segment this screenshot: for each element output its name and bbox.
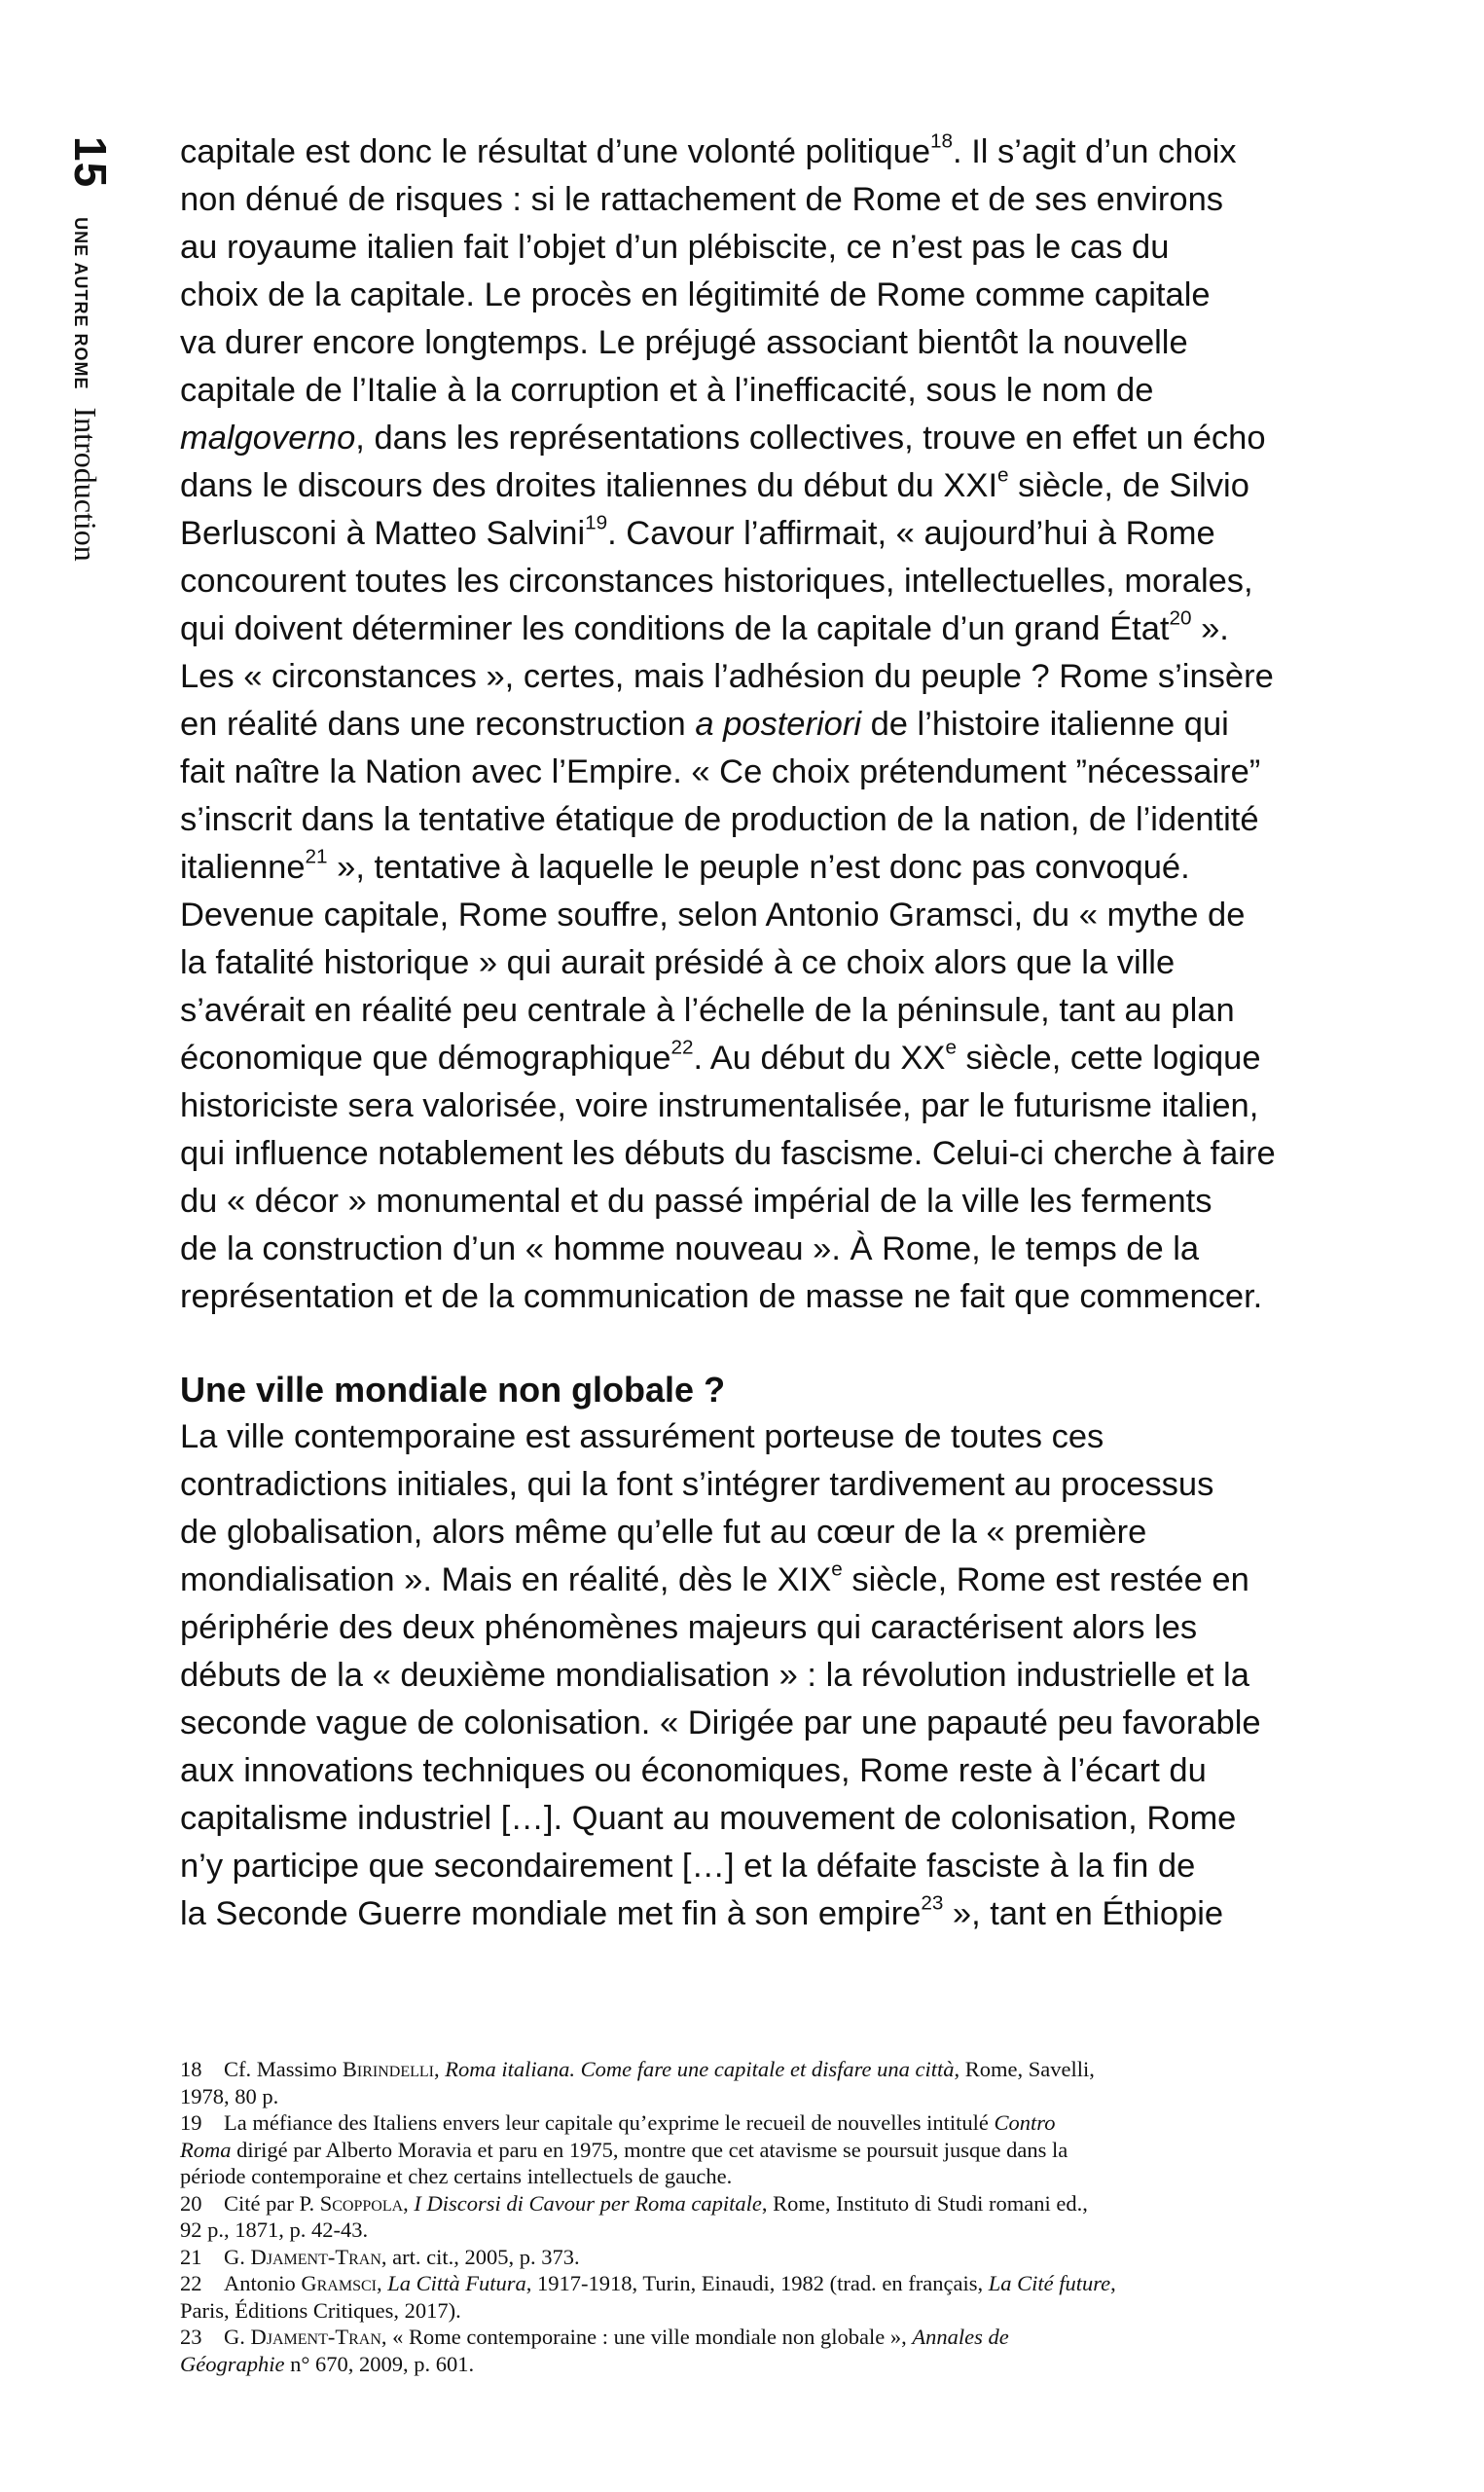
footnote-23: 23 G. Djament-Tran, « Rome contemporaine : une ville mondiale non globale », Annales de Géographie n° 670, 2009, p. 601.	[180, 2325, 1009, 2376]
page-number: 15	[65, 136, 116, 189]
body-paragraph: capitale est donc le résultat d’une volonté politique$^{18}$. Il s’agit d’un choix non dénué de risques : si le rattachement de Rome et de ses environs au royaume italien fait l’objet d’un plébiscite, ce n’est pas le cas du choix de la capitale. Le procès en légitimité de Rome comme capitale va durer encore longtemps. Le préjugé associant bientôt la nouvelle capitale de l’Italie à la corruption et à l’inefficacité, sous le nom de malgoverno, dans les représentations collectives, trouve en effet un écho dans le discours des droites italiennes du début du XXIe siècle, de Silvio Berlusconi à Matteo Salvini$^{19}$. Cavour l’affirmait, « aujourd’hui à Rome concourent toutes les circonstances historiques, intellectuelles, morales, qui doivent déterminer les conditions de la capitale d’un grand État$^{20}$ ». Les « circonstances », certes, mais l’adhésion du peuple ? Rome s’insère en réalité dans une reconstruction a posteriori de l’histoire italienne qui fait naître la Nation avec l’Empire. « Ce choix prétendument ”nécessaire” s’inscrit dans la tentative étatique de production de la nation, de l’identité italienne$^{21}$ », tentative à laquelle le peuple n’est donc pas convoqué. Devenue capitale, Rome souffre, selon Antonio Gramsci, du « mythe de la fatalité historique » qui aurait présidé à ce choix alors que la ville s’avérait en réalité peu centrale à l’échelle de la péninsule, tant au plan économique que démographique$^{22}$. Au début du XXe siècle, cette logique historiciste sera valorisée, voire instrumentalisée, par le futurisme italien, qui influence notablement les débuts du fascisme. Celui-ci cherche à faire du « décor » monumental et du passé impérial de la ville les ferments de la construction d’un « homme nouveau ». À Rome, le temps de la représentation et de la communication de masse ne fait que commencer.	[180, 129, 1276, 1315]
section-heading: Une ville mondiale non globale ?	[180, 1370, 726, 1410]
footnote-ref: 21	[305, 845, 328, 868]
footnote-22: 22 Antonio Gramsci, La Città Futura, 1917-1918, Turin, Einaudi, 1982 (trad. en français, La Cité future, Paris, Éditions Critiques, 2017).	[180, 2271, 1116, 2323]
footnotes	[180, 2056, 1348, 2377]
footnote-ref: 22	[670, 1036, 694, 1059]
section-label: Introduction	[68, 407, 103, 562]
footnote-19: 19 La méfiance des Italiens envers leur capitale qu’exprime le recueil de nouvelles intitulé Contro Roma dirigé par Alberto Moravia et paru en 1975, montre que cet atavisme se poursuit jusque dans la période contemporaine et chez certains intellectuels de gauche.	[180, 2110, 1068, 2188]
margin-header	[35, 136, 123, 642]
running-head: UNE AUTRE ROME	[71, 217, 90, 390]
footnote-ref: 19	[585, 511, 608, 534]
section-paragraph: La ville contemporaine est assurément porteuse de toutes ces contradictions initiales, qui la font s’intégrer tardivement au processus de globalisation, alors même qu’elle fut au cœur de la « première mondialisation ». Mais en réalité, dès le XIXe siècle, Rome est restée en périphérie des deux phénomènes majeurs qui caractérisent alors les débuts de la « deuxième mondialisation » : la révolution industrielle et la seconde vague de colonisation. « Dirigée par une papauté peu favorable aux innovations techniques ou économiques, Rome reste à l’écart du capitalisme industriel […]. Quant au mouvement de colonisation, Rome n’y participe que secondairement […] et la défaite fasciste à la fin de la Seconde Guerre mondiale met fin à son empire$^{23}$ », tant en Éthiopie	[180, 1418, 1261, 1932]
footnote-18: 18 Cf. Massimo Birindelli, Roma italiana. Come fare une capitale et disfare una città, Rome, Savelli, 1978, 80 p.	[180, 2057, 1095, 2108]
main-text	[180, 128, 1353, 1938]
footnote-ref: 18	[930, 129, 954, 153]
footnote-ref: 23	[921, 1891, 944, 1915]
footnote-20: 20 Cité par P. Scoppola, I Discorsi di Cavour per Roma capitale, Rome, Instituto di Studi romani ed., 92 p., 1871, p. 42-43.	[180, 2190, 1088, 2242]
footnote-ref: 20	[1169, 606, 1192, 630]
footnote-21: 21 G. Djament-Tran, art. cit., 2005, p. 373.	[180, 2244, 580, 2269]
